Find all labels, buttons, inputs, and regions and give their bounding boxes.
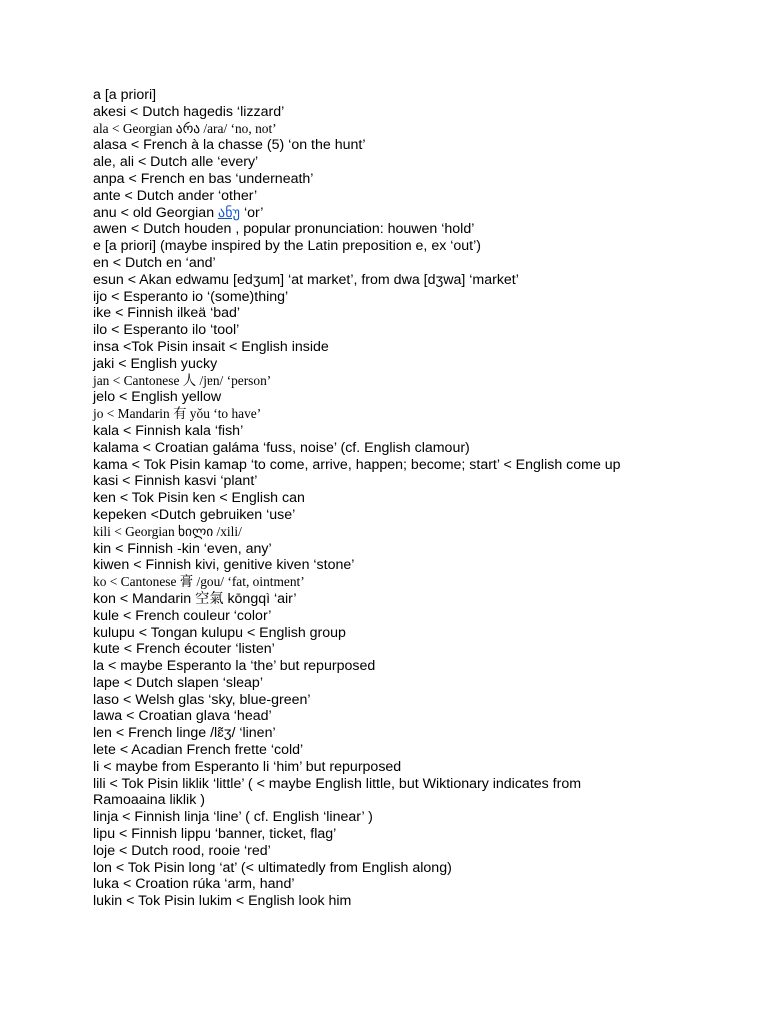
word-entry: esun < Akan edwamu [edʒum] ‘at market’, from dwa [dʒwa] ‘market’ [93,271,519,288]
word-entry: en < Dutch en ‘and’ [93,254,216,271]
entry-text: anu < old Georgian [93,204,219,221]
word-entry: a [a priori] [93,87,157,103]
word-entry: ilo < Esperanto ilo ‘tool’ [93,322,240,339]
word-entry: loje < Dutch rood, rooie ‘red’ [93,842,271,859]
word-entry: li < maybe from Esperanto li ‘him’ but repurposed [93,758,402,775]
word-entry: akesi < Dutch hagedis ‘lizzard’ [93,103,285,120]
word-entry: jaki < English yucky [93,355,218,372]
word-entry: ala < Georgian არა /ara/ ‘no, not’ [93,120,277,136]
word-entry: lipu < Finnish lippu ‘banner, ticket, flag’ [93,826,337,843]
word-entry: kili < Georgian ხილი /xili/ [93,523,242,539]
word-entry: kule < French couleur ‘color’ [93,607,272,624]
word-entry: lon < Tok Pisin long ‘at’ (< ultimatedly from English along) [93,859,452,876]
word-entry: kasi < Finnish kasvi ‘plant’ [93,473,258,490]
word-entry: insa <Tok Pisin insait < English inside [93,338,329,355]
word-entry: anpa < French en bas ‘underneath’ [93,170,314,187]
word-entry: alasa < French à la chasse (5) ‘on the hunt’ [93,137,366,154]
word-entry: len < French linge /lɛ̃ʒ/ ‘linen’ [93,725,276,742]
word-entry: lili < Tok Pisin liklik ‘little’ ( < maybe English little, but Wiktionary indicates from Ramoaaina liklik ) [93,775,582,809]
word-entry: lete < Acadian French frette ‘cold’ [93,742,304,759]
word-entry: laso < Welsh glas ‘sky, blue-green’ [93,691,311,708]
word-entry: lukin < Tok Pisin lukim < English look him [93,893,352,910]
word-entry: jelo < English yellow [93,389,222,406]
word-entry: lape < Dutch slapen ‘sleap’ [93,674,263,691]
word-entry: la < maybe Esperanto la ‘the’ but repurposed [93,658,376,675]
word-entry: linja < Finnish linja ‘line’ ( cf. English ‘linear’ ) [93,809,373,826]
word-entry: kalama < Croatian galáma ‘fuss, noise’ (cf. English clamour) [93,439,470,456]
word-entry: luka < Croation rúka ‘arm, hand’ [93,876,295,893]
word-entry: kon < Mandarin 空氣 kōngqì ‘air’ [93,590,297,607]
word-entry: kute < French écouter ‘listen’ [93,641,275,658]
word-entry: ale, ali < Dutch alle ‘every’ [93,154,259,171]
word-entry: lawa < Croatian glava ‘head’ [93,708,272,725]
word-entry: ike < Finnish ilkeä ‘bad’ [93,305,241,322]
word-entry: ken < Tok Pisin ken < English can [93,490,305,507]
georgian-link[interactable]: ანუ [218,204,241,221]
word-entry: jo < Mandarin 有 yǒu ‘to have’ [93,406,262,422]
entry-text: ‘or’ [240,204,264,221]
word-entry: kulupu < Tongan kulupu < English group [93,624,346,641]
word-entry: kama < Tok Pisin kamap ‘to come, arrive, happen; become; start’ < English come up [93,456,621,473]
word-entry: jan < Cantonese 人 /jɐn/ ‘person’ [93,372,272,388]
word-entry: ante < Dutch ander ‘other’ [93,187,258,204]
word-entry: awen < Dutch houden , popular pronunciation: houwen ‘hold’ [93,221,475,238]
word-entry: kepeken <Dutch gebruiken ‘use’ [93,506,296,523]
word-entry: ijo < Esperanto io ‘(some)thing’ [93,288,289,305]
word-entry: kin < Finnish -kin ‘even, any’ [93,540,272,557]
word-entry: kala < Finnish kala ‘fish’ [93,422,244,439]
word-entry [93,205,753,222]
word-entry: e [a priori] (maybe inspired by the Latin preposition e, ex ‘out’) [93,238,481,255]
document-page [93,87,753,910]
word-entry: kiwen < Finnish kivi, genitive kiven ‘stone’ [93,557,355,574]
word-entry: ko < Cantonese 膏 /gou/ ‘fat, ointment’ [93,574,305,590]
